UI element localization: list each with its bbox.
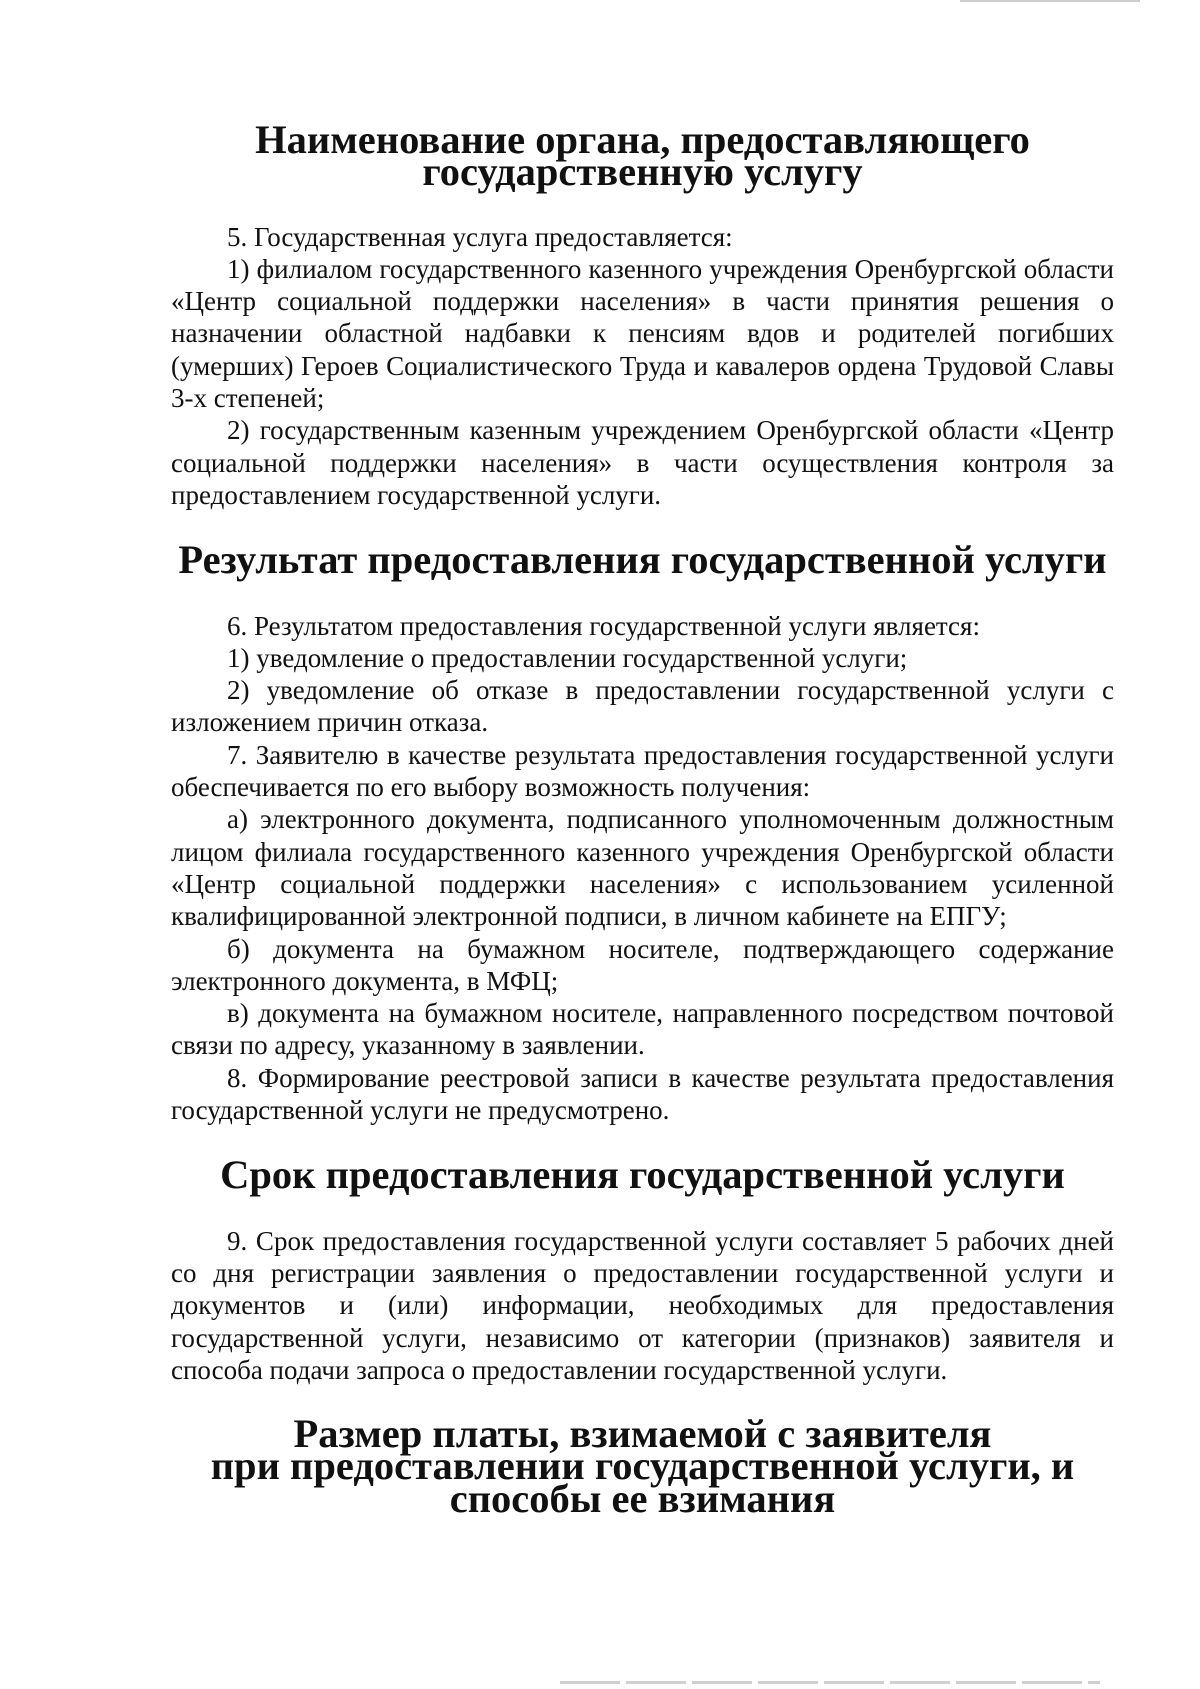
paragraph-6-1: 1) уведомление о предоставлении государственной услуги; <box>227 642 908 673</box>
section-heading-fee-line-1: Размер платы, взимаемой с заявителя <box>293 1411 992 1457</box>
section-heading-authority: Наименование органа, предоставляющего государственную услугу <box>255 117 1030 195</box>
section-heading-term: Срок предоставления государственной услуги <box>220 1152 1065 1198</box>
paragraph-9: 9. Срок предоставления государственной услуги составляет 5 рабочих дней со дня регистрации заявления о предоставлении государственной услуги и документов и (или) информации, необходимых для предоставления государственной услуги, независимо от категории (признаков) заявителя и способа подачи запроса о предоставлении государственной услуги. <box>171 1225 1114 1385</box>
paragraph-7: 7. Заявителю в качестве результата предоставления государственной услуги обеспечивается по его выбору возможность получения: <box>171 739 1114 803</box>
paragraph-7-a: а) электронного документа, подписанного уполномоченным должностным лицом филиала государственного казенного учреждения Оренбургской области «Центр социальной поддержки населения» с использованием усиленной квалифицированной электронной подписи, в личном кабинете на ЕПГУ; <box>171 804 1114 932</box>
section-heading-fee <box>171 1411 1114 1521</box>
scan-edge-mark-top <box>960 0 1140 2</box>
document-page <box>171 117 1114 1521</box>
paragraph-5-2: 2) государственным казенным учреждением Оренбургской области «Центр социальной поддержки населения» в части осуществления контроля за предоставлением государственной услуги. <box>171 415 1114 510</box>
paragraph-5-1: 1) филиалом государственного казенного учреждения Оренбургской области «Центр социальной поддержки населения» в части принятия решения о назначении областной надбавки к пенсиям вдов и родителей погибших (умерших) Героев Социалистического Труда и кавалеров ордена Трудовой Славы 3-х степеней; <box>171 253 1114 414</box>
paragraph-7-v: в) документа на бумажном носителе, направленного посредством почтовой связи по адресу, указанному в заявлении. <box>171 998 1114 1061</box>
paragraph-8: 8. Формирование реестровой записи в качестве результата предоставления государственной услуги не предусмотрено. <box>171 1062 1114 1126</box>
section-heading-fee-line-2: при предоставлении государственной услуги, и способы ее взимания <box>210 1443 1075 1521</box>
paragraph-6-2: 2) уведомление об отказе в предоставлении государственной услуги с изложением причин отказа. <box>171 675 1114 738</box>
paragraph-7-b: б) документа на бумажном носителе, подтверждающего содержание электронного документа, в МФЦ; <box>171 933 1114 996</box>
scan-edge-mark-bottom <box>560 1681 1100 1684</box>
paragraph-6: 6. Результатом предоставления государственной услуги является: <box>227 610 980 641</box>
section-heading-result: Результат предоставления государственной услуги <box>178 537 1107 583</box>
paragraph-5: 5. Государственная услуга предоставляется: <box>227 221 733 252</box>
